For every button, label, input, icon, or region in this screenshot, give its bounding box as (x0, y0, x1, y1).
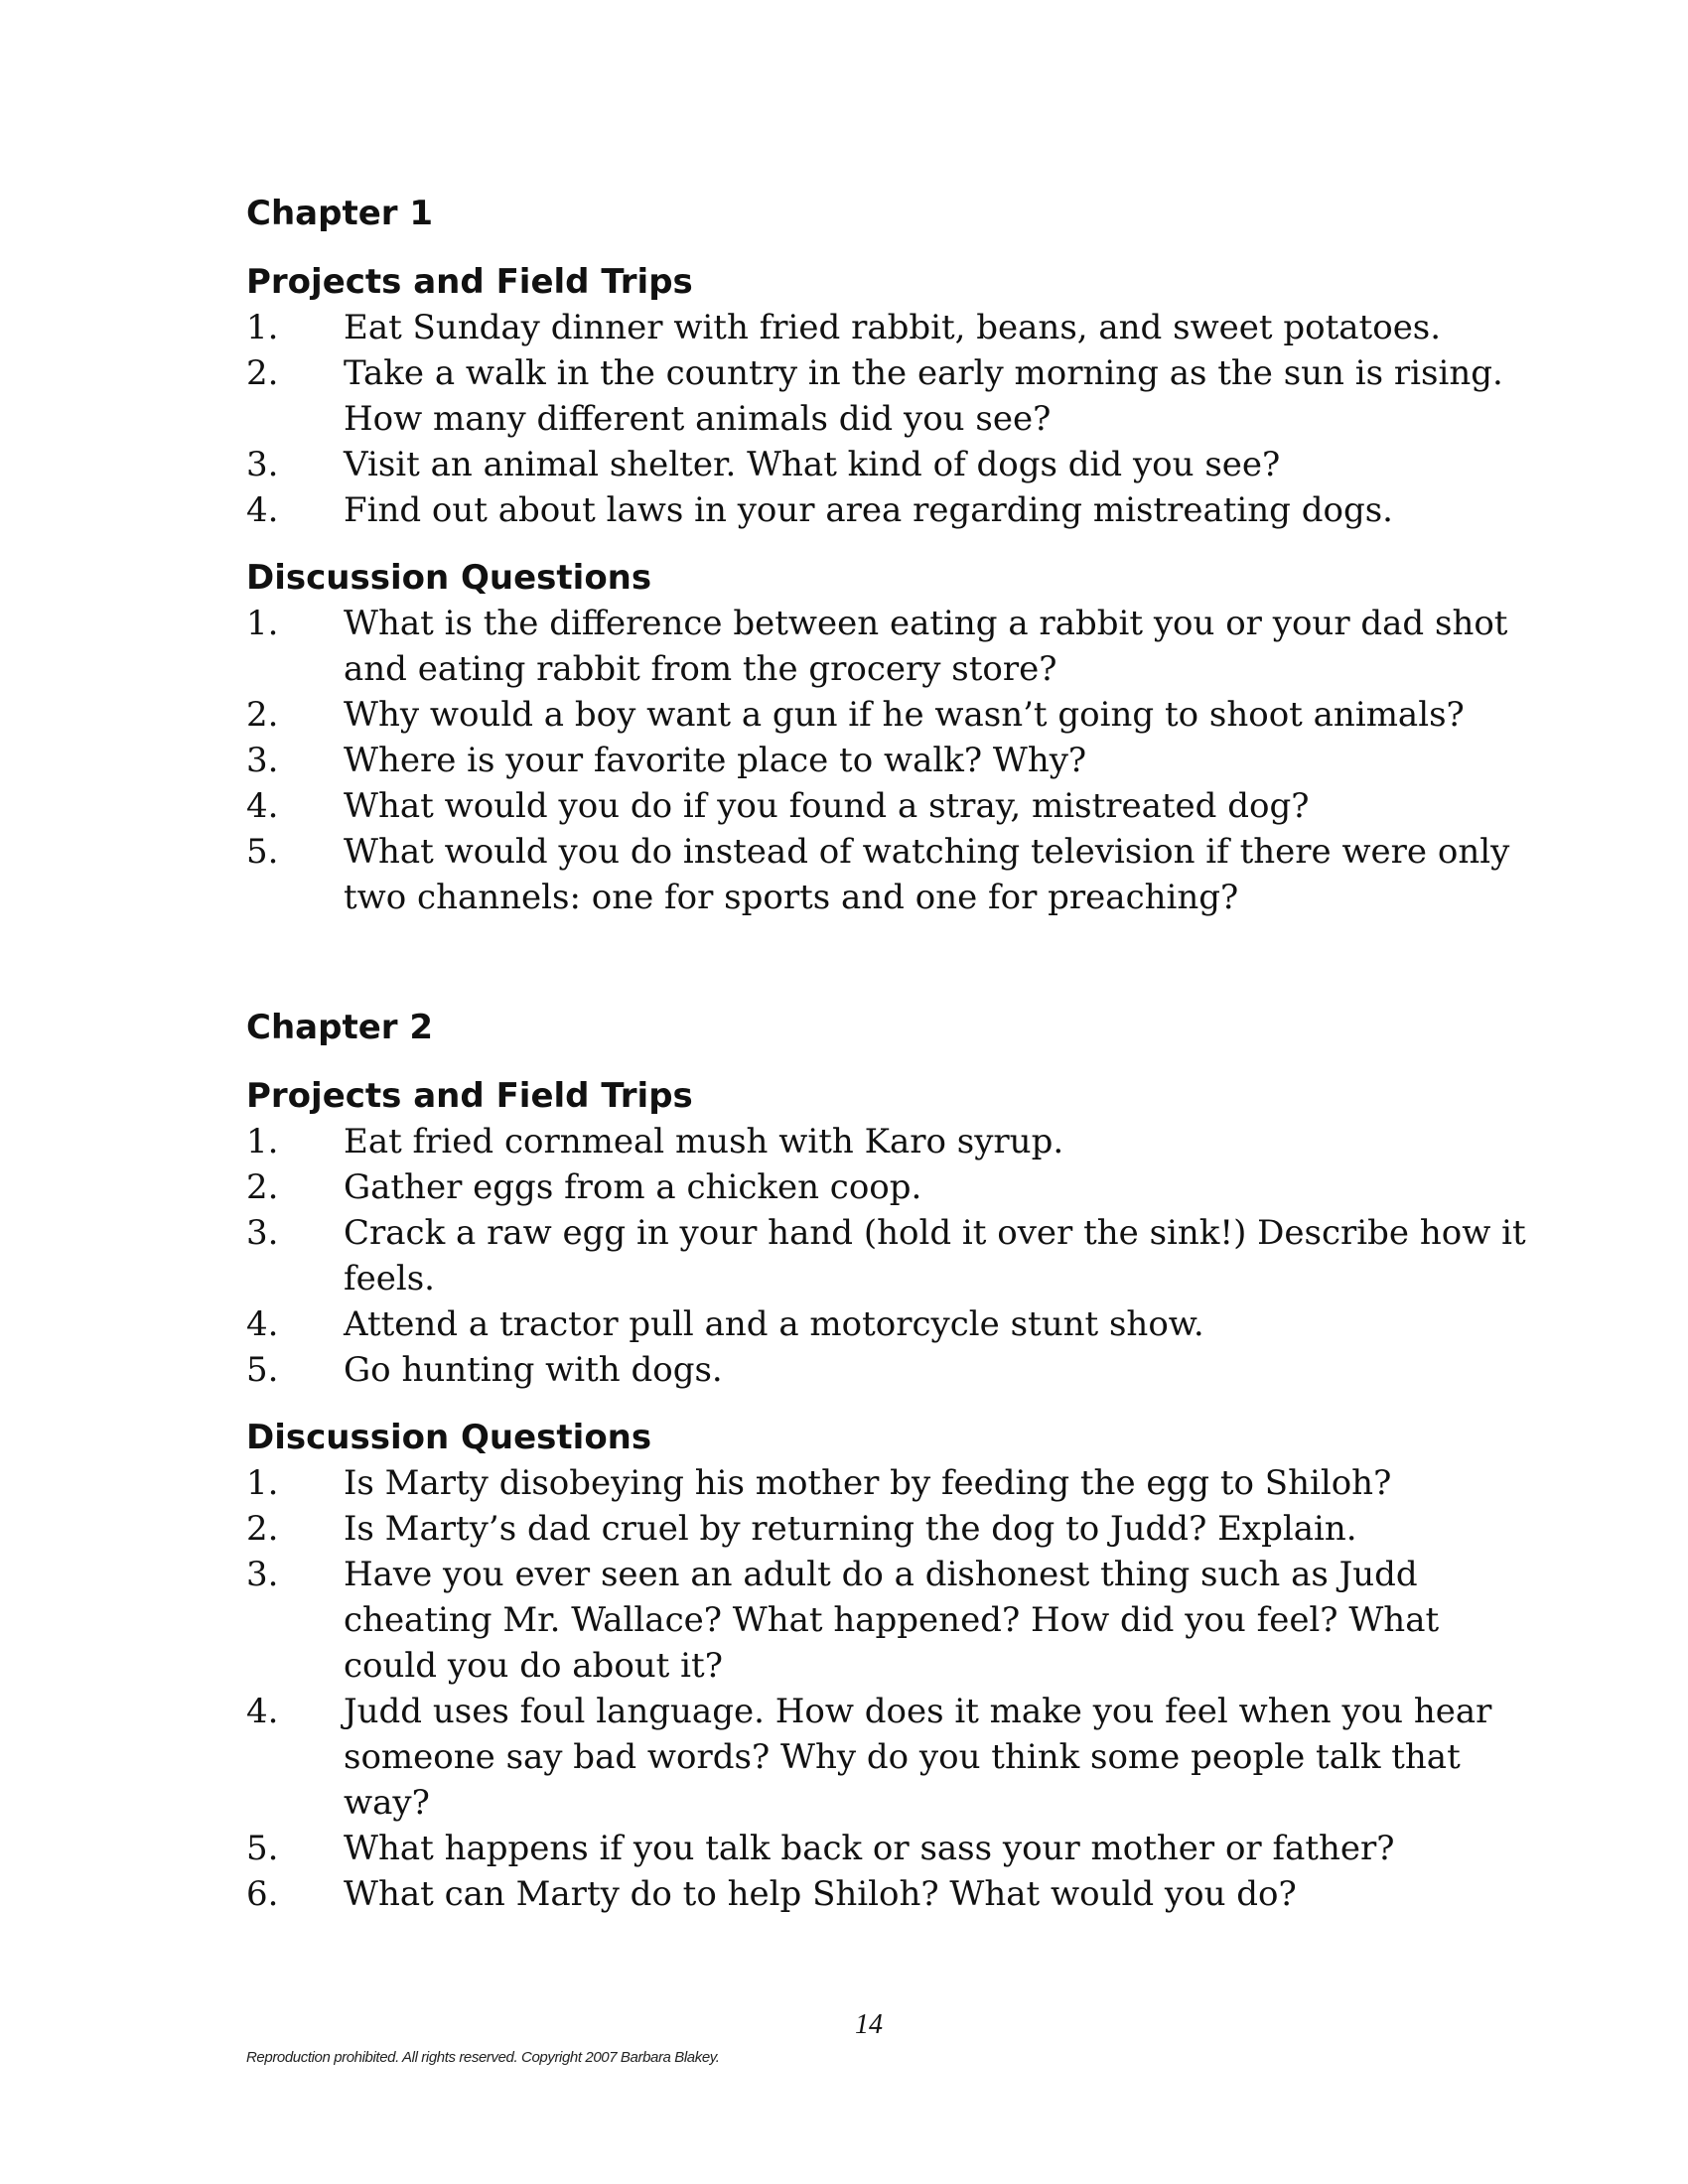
projects-section (246, 1077, 1537, 1393)
section-heading: Projects and Field Trips (246, 262, 693, 302)
list-item (246, 1301, 1537, 1347)
list-item (246, 1460, 1537, 1506)
list-item (246, 1689, 1537, 1826)
item-text: Where is your favorite place to walk? Why? (344, 741, 1087, 780)
discussion-list (246, 601, 1537, 920)
list-item (246, 1552, 1537, 1689)
item-number: 5. (246, 1829, 279, 1868)
item-number: 5. (246, 832, 279, 872)
item-text: Take a walk in the country in the early morning as the sun is rising. How many different animals did you see? (344, 353, 1503, 439)
section-heading: Discussion Questions (246, 1418, 652, 1457)
discussion-list (246, 1460, 1537, 1917)
item-text: Go hunting with dogs. (344, 1350, 723, 1390)
item-text: What happens if you talk back or sass your mother or father? (344, 1829, 1395, 1868)
section-heading: Projects and Field Trips (246, 1076, 693, 1116)
item-number: 3. (246, 1213, 279, 1253)
list-item (246, 601, 1537, 692)
item-text: Gather eggs from a chicken coop. (344, 1167, 922, 1207)
item-number: 1. (246, 308, 279, 347)
item-text: What is the difference between eating a rabbit you or your dad shot and eating rabbit from the grocery store? (344, 604, 1508, 689)
item-number: 4. (246, 786, 279, 826)
item-number: 3. (246, 1555, 279, 1594)
item-number: 2. (246, 1509, 279, 1549)
item-text: Is Marty’s dad cruel by returning the dog to Judd? Explain. (344, 1509, 1357, 1549)
item-text: Eat fried cornmeal mush with Karo syrup. (344, 1122, 1064, 1161)
list-item (246, 1826, 1537, 1871)
item-number: 4. (246, 1692, 279, 1731)
item-number: 3. (246, 741, 279, 780)
list-item (246, 350, 1537, 442)
item-text: Judd uses foul language. How does it make you feel when you hear someone say bad words? Why do you think some people talk that way? (344, 1692, 1492, 1823)
page-number: 14 (855, 2009, 883, 2040)
item-text: Find out about laws in your area regarding mistreating dogs. (344, 490, 1393, 530)
item-text: Why would a boy want a gun if he wasn’t going to shoot animals? (344, 695, 1465, 735)
chapter-title: Chapter 1 (246, 194, 434, 233)
projects-list (246, 1119, 1537, 1393)
list-item (246, 692, 1537, 738)
chapter-1 (246, 194, 1537, 946)
item-number: 2. (246, 1167, 279, 1207)
item-number: 2. (246, 695, 279, 735)
list-item (246, 1347, 1537, 1393)
list-item (246, 1164, 1537, 1210)
item-text: What would you do if you found a stray, mistreated dog? (344, 786, 1310, 826)
item-number: 4. (246, 490, 279, 530)
item-number: 1. (246, 604, 279, 643)
projects-list (246, 305, 1537, 533)
list-item (246, 1871, 1537, 1917)
section-heading: Discussion Questions (246, 558, 652, 598)
discussion-section (246, 1419, 1537, 1917)
list-item (246, 738, 1537, 783)
list-item (246, 487, 1537, 533)
item-text: Crack a raw egg in your hand (hold it over the sink!) Describe how it feels. (344, 1213, 1526, 1298)
list-item (246, 305, 1537, 350)
list-item (246, 442, 1537, 487)
item-number: 1. (246, 1122, 279, 1161)
list-item (246, 1210, 1537, 1301)
item-number: 1. (246, 1463, 279, 1503)
item-number: 5. (246, 1350, 279, 1390)
item-text: Attend a tractor pull and a motorcycle stunt show. (344, 1304, 1204, 1344)
discussion-section (246, 559, 1537, 920)
chapter-2 (246, 1008, 1537, 1943)
item-number: 4. (246, 1304, 279, 1344)
item-text: What would you do instead of watching television if there were only two channels: one for sports and one for preaching? (344, 832, 1510, 917)
list-item (246, 829, 1537, 920)
item-number: 3. (246, 445, 279, 484)
item-text: Visit an animal shelter. What kind of dogs did you see? (344, 445, 1281, 484)
list-item (246, 1119, 1537, 1164)
copyright-notice: Reproduction prohibited. All rights reserved. Copyright 2007 Barbara Blakey. (246, 2049, 720, 2066)
item-text: Have you ever seen an adult do a dishonest thing such as Judd cheating Mr. Wallace? What happened? How did you feel? What could you do about it? (344, 1555, 1440, 1686)
item-text: Eat Sunday dinner with fried rabbit, beans, and sweet potatoes. (344, 308, 1442, 347)
list-item (246, 1506, 1537, 1552)
chapter-title: Chapter 2 (246, 1008, 434, 1047)
item-number: 6. (246, 1874, 279, 1914)
item-text: What can Marty do to help Shiloh? What would you do? (344, 1874, 1297, 1914)
item-number: 2. (246, 353, 279, 393)
item-text: Is Marty disobeying his mother by feeding the egg to Shiloh? (344, 1463, 1392, 1503)
projects-section (246, 263, 1537, 533)
list-item (246, 783, 1537, 829)
